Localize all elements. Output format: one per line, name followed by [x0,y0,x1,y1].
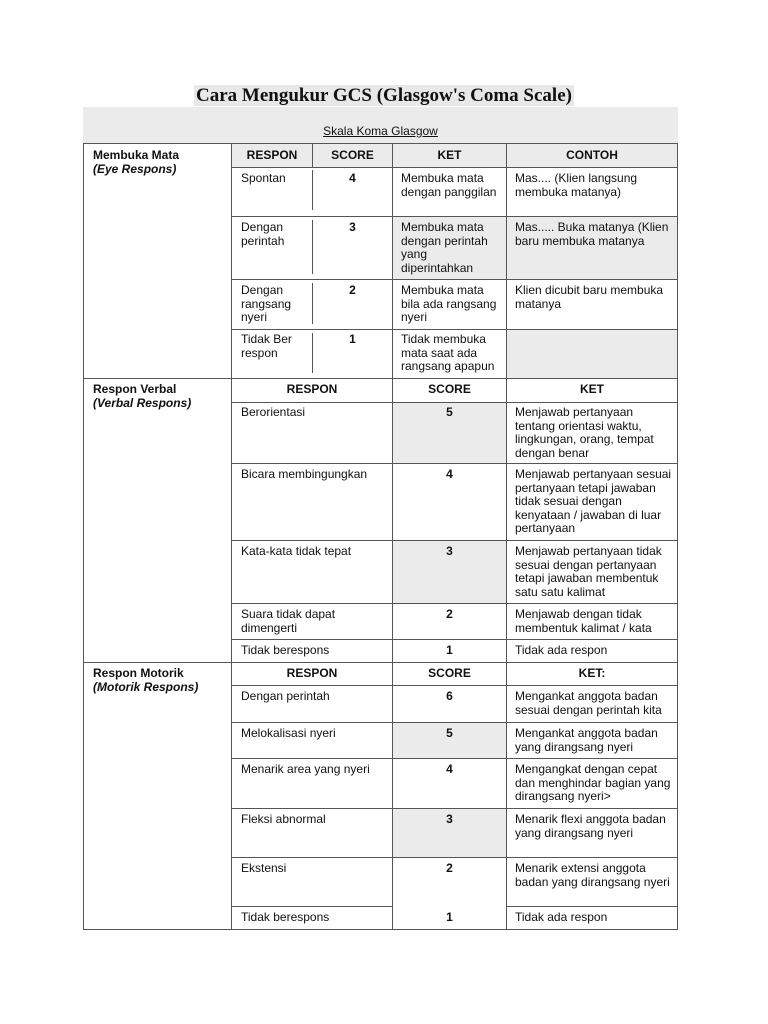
verbal-row-ket: Menjawab pertanyaan tentang orientasi waktu, lingkungan, orang, tempat dengan benar [515,405,654,460]
motor-sublabel: (Motorik Respons) [93,679,199,694]
verbal-sublabel: (Verbal Respons) [93,395,192,410]
rule [507,906,678,907]
eye-row-score: 1 [349,332,356,346]
eye-header-respon: RESPON [246,148,298,162]
rule [232,808,678,809]
verbal-row-respon: Bicara membingungkan [241,467,368,481]
eye-row-respon: Dengan perintah [241,220,285,248]
motor-row-score: 1 [446,910,453,924]
verbal-row-respon: Berorientasi [241,405,306,419]
verbal-row-score: 1 [446,643,453,657]
eye-label: Membuka Mata [93,148,180,162]
rule [232,216,678,217]
verbal-row-score: 3 [446,544,453,558]
verbal-row-respon: Tidak berespons [241,643,330,657]
eye-row-contoh: Mas..... Buka matanya (Klien baru membuka matanya [515,220,669,248]
motor-section-label [93,667,228,694]
motor-row-score: 2 [446,861,453,875]
motor-row-respon: Tidak berespons [241,910,330,924]
rule [232,758,678,759]
eye-row-contoh: Mas.... (Klien langsung membuka matanya) [515,171,638,199]
motor-row-respon: Menarik area yang nyeri [241,762,370,776]
col-rule [231,144,232,930]
rule [232,722,678,723]
section-rule [83,378,678,379]
eye-row-score: 4 [349,171,356,185]
motor-header-score: SCORE [428,666,471,680]
eye-row-respon: Tidak Ber respon [241,332,292,360]
motor-row-score: 4 [446,762,453,776]
rule [232,603,678,604]
table-caption [83,107,678,144]
motor-label: Respon Motorik [93,666,184,680]
eye-sublabel: (Eye Respons) [93,161,177,176]
eye-row-ket: Membuka mata dengan panggilan [401,171,497,199]
rule [232,906,393,907]
rule [232,685,678,686]
rule [232,329,678,330]
col-rule [506,144,507,930]
verbal-label: Respon Verbal [93,382,177,396]
motor-row-respon: Melokalisasi nyeri [241,726,336,740]
table-caption-text: Skala Koma Glasgow [323,124,438,138]
motor-header-ket: KET: [578,666,606,680]
verbal-row-score: 2 [446,607,453,621]
verbal-row-ket: Menjawab pertanyaan tidak sesuai dengan pertanyaan tetapi jawaban membentuk satu satu kalimat [515,544,662,599]
eye-row-respon: Dengan rangsang nyeri [241,283,292,324]
eye-header-score: SCORE [331,148,374,162]
motor-row-respon: Fleksi abnormal [241,812,326,826]
verbal-row-score: 5 [446,405,453,419]
verbal-row-respon: Suara tidak dapat dimengerti [241,607,336,635]
verbal-row-ket: Tidak ada respon [515,643,608,657]
rule [232,857,678,858]
motor-row-score: 6 [446,689,453,703]
eye-header-ket: KET [437,148,462,162]
motor-row-score: 3 [446,812,453,826]
motor-header-respon: RESPON [286,666,338,680]
rule [232,540,678,541]
eye-row-respon: Spontan [241,171,286,185]
motor-row-ket: Mengankat anggota badan yang dirangsang nyeri [515,726,658,754]
eye-row-score: 3 [349,220,356,234]
rule [232,463,678,464]
eye-section-label [93,149,228,176]
motor-row-ket: Menarik extensi anggota badan yang dirangsang nyeri [515,861,670,889]
motor-row-respon: Dengan perintah [241,689,330,703]
eye-row-ket: Membuka mata dengan perintah yang diperintahkan [401,220,488,275]
page-title-wrap [0,84,768,108]
verbal-header-respon: RESPON [286,382,338,396]
rule [232,279,678,280]
motor-row-ket: Mengangkat dengan cepat dan menghindar bagian yang dirangsang nyeri> [515,762,671,803]
motor-row-ket: Menarik flexi anggota badan yang dirangsang nyeri [515,812,666,840]
eye-row-ket: Membuka mata bila ada rangsang nyeri [401,283,497,324]
verbal-row-score: 4 [446,467,453,481]
verbal-row-ket: Menjawab dengan tidak membentuk kalimat / kata [515,607,652,635]
eye-row-ket: Tidak membuka mata saat ada rangsang apapun [401,332,495,373]
verbal-header-ket: KET [580,382,604,396]
verbal-header-score: SCORE [428,382,471,396]
motor-row-ket: Tidak ada respon [515,910,608,924]
eye-row-contoh: Klien dicubit baru membuka matanya [515,283,664,311]
rule [232,639,678,640]
eye-header-contoh: CONTOH [566,148,618,162]
motor-row-respon: Ekstensi [241,861,287,875]
verbal-row-respon: Kata-kata tidak tepat [241,544,352,558]
eye-row-score: 2 [349,283,356,297]
verbal-section-label [93,383,228,410]
verbal-row-ket: Menjawab pertanyaan sesuai pertanyaan tetapi jawaban tidak sesuai dengan kenyataan / jawaban di luar pertanyaan [515,467,672,535]
section-rule [83,662,678,663]
motor-row-ket: Mengankat anggota badan sesuai dengan perintah kita [515,689,662,717]
rule [232,402,678,403]
page-title: Cara Mengukur GCS (Glasgow's Coma Scale) [196,85,572,106]
rule [232,167,678,168]
motor-row-score: 5 [446,726,453,740]
eye-row4-shade [507,329,677,378]
